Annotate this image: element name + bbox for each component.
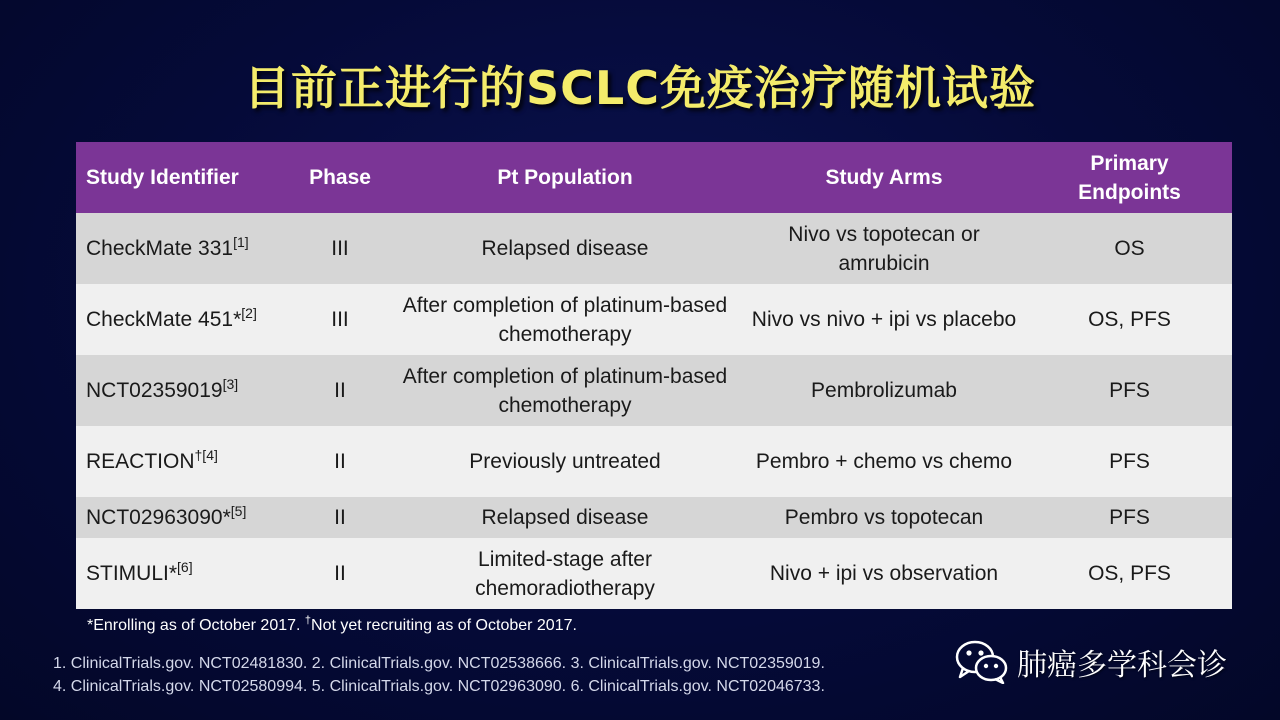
table-row xyxy=(76,538,1232,609)
study-name: REACTION xyxy=(86,450,195,473)
dagger-marker: † xyxy=(304,614,312,627)
cell-population: Previously untreated xyxy=(389,426,741,497)
cell-arms: Pembro + chemo vs chemo xyxy=(741,426,1027,497)
trials-table-container xyxy=(76,142,1232,609)
cell-study xyxy=(76,355,291,426)
header-study-arms: Study Arms xyxy=(741,142,1027,213)
cell-population: After completion of platinum-based chemotherapy xyxy=(389,284,741,355)
reference-line-1: 1. ClinicalTrials.gov. NCT02481830. 2. ClinicalTrials.gov. NCT02538666. 3. ClinicalTrials.gov. NCT02359019. xyxy=(53,655,825,672)
cell-arms: Nivo + ipi vs observation xyxy=(741,538,1027,609)
reference-marker: [1] xyxy=(233,234,249,250)
wechat-icon xyxy=(955,640,1009,684)
cell-phase: III xyxy=(291,213,389,284)
cell-population: Relapsed disease xyxy=(389,213,741,284)
table-body xyxy=(76,213,1232,609)
study-name: NCT02963090* xyxy=(86,506,231,529)
reference-marker: [6] xyxy=(177,559,193,575)
cell-endpoints: OS, PFS xyxy=(1027,538,1232,609)
reference-marker: [2] xyxy=(241,305,257,321)
cell-arms: Pembrolizumab xyxy=(741,355,1027,426)
reference-marker: [5] xyxy=(230,503,247,519)
footnote-text-2: Not yet recruiting as of October 2017. xyxy=(311,617,577,634)
cell-endpoints: PFS xyxy=(1027,497,1232,538)
table-row xyxy=(76,355,1232,426)
footnote-text-1: *Enrolling as of October 2017. xyxy=(87,617,305,634)
table-row xyxy=(76,213,1232,284)
cell-arms: Nivo vs topotecan or amrubicin xyxy=(741,213,1027,284)
table-row xyxy=(76,284,1232,355)
reference-line-2: 4. ClinicalTrials.gov. NCT02580994. 5. ClinicalTrials.gov. NCT02963090. 6. ClinicalTrials.gov. NCT02046733. xyxy=(53,678,825,695)
cell-arms: Nivo vs nivo + ipi vs placebo xyxy=(741,284,1027,355)
watermark-text: 肺癌多学科会诊 xyxy=(1017,648,1227,683)
cell-endpoints: OS, PFS xyxy=(1027,284,1232,355)
cell-study xyxy=(76,213,291,284)
header-pt-population: Pt Population xyxy=(389,142,741,213)
header-primary-endpoints: Primary Endpoints xyxy=(1027,142,1232,213)
study-name: STIMULI* xyxy=(86,562,178,585)
cell-study xyxy=(76,426,291,497)
cell-population: After completion of platinum-based chemotherapy xyxy=(389,355,741,426)
study-name: NCT02359019 xyxy=(86,379,223,402)
header-study-identifier: Study Identifier xyxy=(76,142,291,213)
cell-study xyxy=(76,497,291,538)
cell-phase: II xyxy=(291,497,389,538)
table-header-row xyxy=(76,142,1232,213)
table-row xyxy=(76,426,1232,497)
cell-population: Relapsed disease xyxy=(389,497,741,538)
header-phase: Phase xyxy=(291,142,389,213)
trials-table xyxy=(76,142,1232,609)
cell-endpoints: OS xyxy=(1027,213,1232,284)
cell-phase: II xyxy=(291,426,389,497)
enrollment-footnote xyxy=(87,614,577,635)
reference-marker: [3] xyxy=(222,376,239,392)
study-name: CheckMate 451* xyxy=(86,308,242,331)
slide-title: 目前正进行的SCLC免疫治疗随机试验 xyxy=(244,61,1036,115)
cell-study xyxy=(76,284,291,355)
cell-endpoints: PFS xyxy=(1027,355,1232,426)
references xyxy=(53,652,825,698)
cell-study xyxy=(76,538,291,609)
cell-phase: III xyxy=(291,284,389,355)
cell-phase: II xyxy=(291,538,389,609)
cell-phase: II xyxy=(291,355,389,426)
reference-marker: †[4] xyxy=(194,447,218,463)
cell-arms: Pembro vs topotecan xyxy=(741,497,1027,538)
table-row xyxy=(76,497,1232,538)
cell-population: Limited-stage after chemoradiotherapy xyxy=(389,538,741,609)
watermark xyxy=(955,640,1227,684)
study-name: CheckMate 331 xyxy=(86,237,234,260)
cell-endpoints: PFS xyxy=(1027,426,1232,497)
